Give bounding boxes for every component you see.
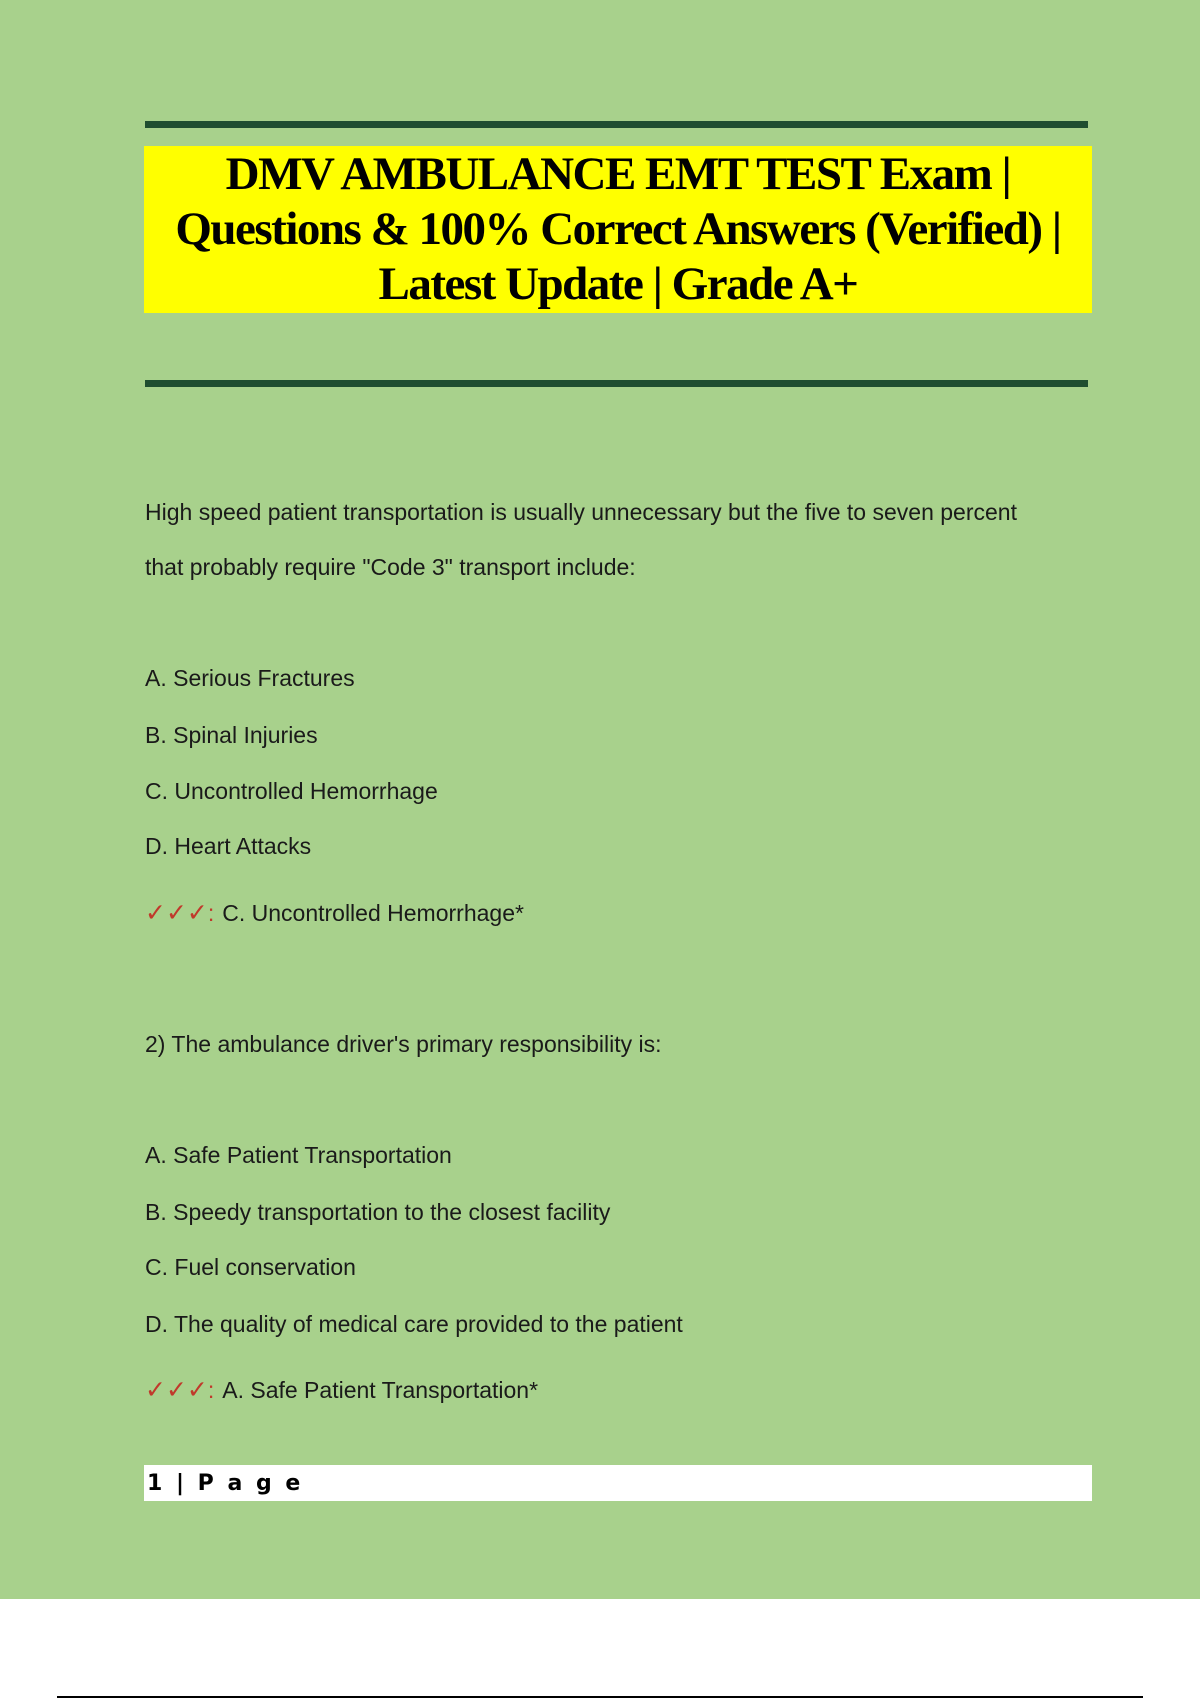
answer-colon: :: [207, 900, 215, 926]
answer-colon: :: [207, 1377, 215, 1403]
question-1-option-b: B. Spinal Injuries: [145, 722, 318, 748]
question-2-option-a: A. Safe Patient Transportation: [145, 1142, 452, 1168]
question-1-prompt-line-1: High speed patient transportation is usually unnecessary but the five to seven percent: [145, 499, 1017, 525]
question-1-option-a: A. Serious Fractures: [145, 665, 355, 691]
question-2-option-b: B. Speedy transportation to the closest facility: [145, 1199, 611, 1225]
question-1-option-c: C. Uncontrolled Hemorrhage: [145, 778, 438, 804]
check-marks-icon: ✓✓✓: [145, 1375, 208, 1404]
question-2-option-d: D. The quality of medical care provided to the patient: [145, 1311, 683, 1337]
question-1-option-d: D. Heart Attacks: [145, 833, 312, 859]
bottom-divider-rule: [145, 380, 1088, 387]
question-2-answer-text: A. Safe Patient Transportation*: [222, 1377, 539, 1403]
question-1-prompt-line-2: that probably require "Code 3" transport include:: [145, 554, 636, 580]
question-1-answer: [145, 898, 524, 927]
check-marks-icon: ✓✓✓: [145, 898, 208, 927]
top-divider-rule: [145, 121, 1088, 128]
document-title: DMV AMBULANCE EMT TEST Exam | Questions & 100% Correct Answers (Verified) | Latest Update | Grade A+: [175, 148, 1061, 310]
page-footer: [144, 1465, 1092, 1501]
question-2-prompt: 2) The ambulance driver's primary responsibility is:: [145, 1031, 662, 1057]
question-1-answer-text: C. Uncontrolled Hemorrhage*: [222, 900, 524, 926]
title-banner: [144, 146, 1092, 313]
question-2-answer: [145, 1375, 538, 1404]
page-separator-line: [57, 1696, 1143, 1698]
question-2-option-c: C. Fuel conservation: [145, 1254, 356, 1280]
page-number: 1 | P a g e: [147, 1470, 304, 1496]
